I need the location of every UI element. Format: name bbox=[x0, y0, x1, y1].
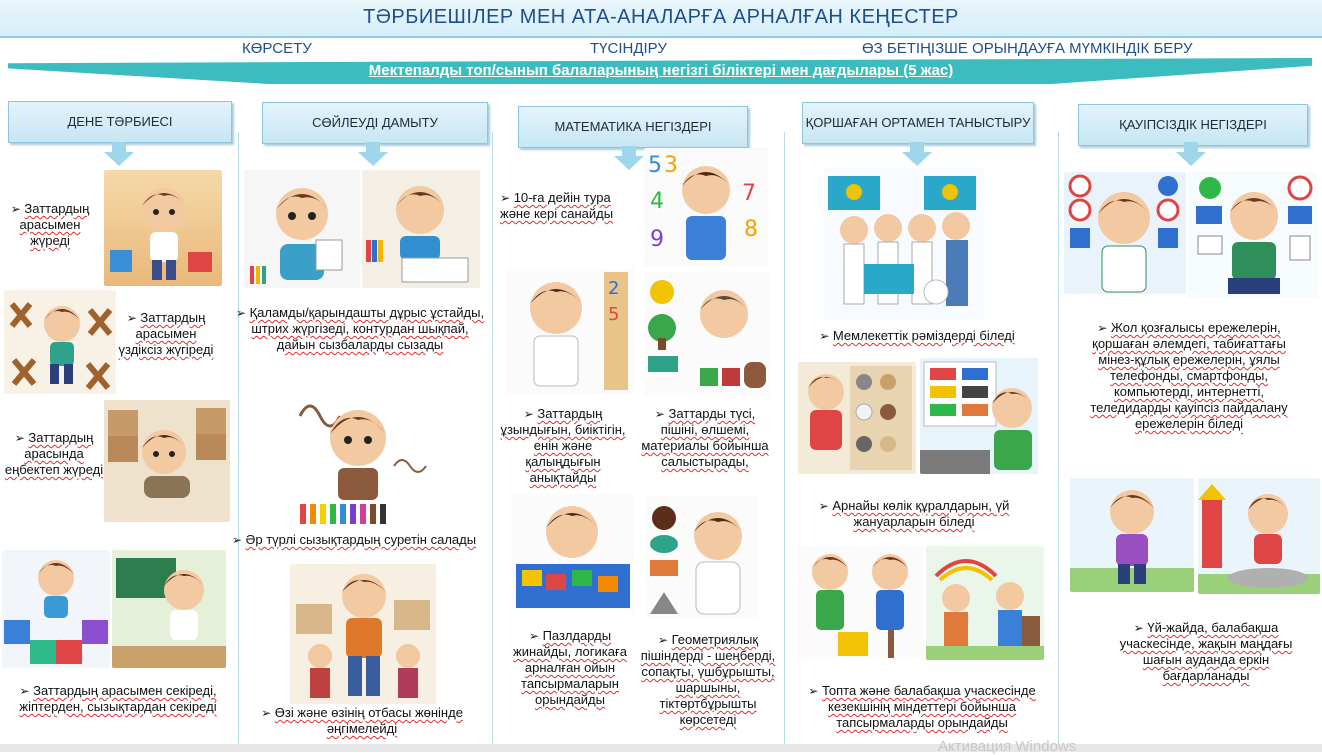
svg-text:7: 7 bbox=[742, 181, 756, 206]
bullet-icon: ➢ bbox=[657, 633, 668, 647]
down-arrow-icon bbox=[104, 142, 134, 166]
bullet-icon: ➢ bbox=[1097, 321, 1108, 335]
bullet-icon: ➢ bbox=[261, 706, 272, 720]
boy-holding-pencil-image bbox=[244, 170, 360, 288]
down-arrow-icon bbox=[902, 142, 932, 166]
skill-text: Заттардың ұзындығын, биіктігін, енін және қалыңдығын анықтайды bbox=[500, 406, 626, 485]
down-arrow-icon bbox=[358, 142, 388, 166]
bullet-icon: ➢ bbox=[819, 329, 830, 343]
boy-vehicles-image bbox=[920, 358, 1038, 474]
svg-text:8: 8 bbox=[744, 217, 758, 242]
bullet-icon: ➢ bbox=[231, 533, 242, 547]
heading-math-basics: МАТЕМАТИКА НЕГІЗДЕРІ bbox=[518, 106, 748, 148]
bullet-icon: ➢ bbox=[818, 499, 829, 513]
heading-speech-development: СӨЙЛЕУДІ ДАМЫТУ bbox=[262, 102, 488, 144]
boy-neighborhood-image bbox=[1198, 478, 1320, 594]
boy-domestic-animals-image bbox=[798, 362, 916, 474]
svg-text:5: 5 bbox=[648, 153, 662, 178]
step-independent: ӨЗ БЕТІҢІЗШЕ ОРЫНДАУҒА МҮМКІНДІК БЕРУ bbox=[862, 40, 1193, 57]
bullet-icon: ➢ bbox=[126, 311, 137, 325]
step-explain: ТҮСІНДІРУ bbox=[590, 40, 667, 57]
skill-text: Геометриялық пішіндерді - шеңберді, сопақты, үшбұрышты, шаршыны, тіктөртбұрышты көрсетеді bbox=[640, 632, 776, 727]
boy-gadgets-image bbox=[1188, 172, 1318, 298]
skill-text: Пазлдарды жинайды, логикаға арналған ойын тапсырмаларын орындайды bbox=[513, 628, 627, 707]
down-arrow-icon bbox=[1176, 142, 1206, 166]
skill-text: Заттардың арасымен жүреді bbox=[19, 201, 90, 248]
boy-numbers-image bbox=[644, 148, 768, 266]
column-divider bbox=[492, 132, 493, 744]
skill-text: Қаламды/қарындашты дұрыс ұстайды, штрих жүргізеді, контурдан шықпай, дайын сызбаларды сызады bbox=[249, 305, 485, 352]
boys-cleaning-image bbox=[798, 546, 924, 660]
skill-text: Мемлекеттік рәміздерді біледі bbox=[832, 328, 1015, 343]
down-arrow-icon bbox=[614, 146, 644, 170]
heading-physical-education: ДЕНЕ ТӘРБИЕСІ bbox=[8, 101, 232, 143]
boy-crawling-image bbox=[104, 400, 230, 522]
family-story-image bbox=[290, 564, 436, 704]
skill-text: Топта және балабақша учаскесінде кезекшінің міндеттері бойынша тапсырмаларды орындайды bbox=[821, 683, 1036, 730]
boy-road-signs-image bbox=[1064, 172, 1186, 294]
skill-text: Өзі және өзінің отбасы жөнінде әңгімелейді bbox=[274, 705, 463, 736]
boy-running-image bbox=[4, 290, 116, 394]
skill-text: Заттардың арасымен секіреді, жіптерден, сызықтардан секіреді bbox=[19, 683, 217, 714]
skill-text: Арнайы көлік құралдарын, үй жануарларын біледі bbox=[832, 498, 1010, 529]
boy-drawing-image bbox=[362, 170, 480, 288]
column-divider bbox=[1058, 132, 1059, 744]
boy-jumping-image bbox=[2, 550, 110, 668]
skill-text: 10-ға дейін тура және кері санайды bbox=[500, 190, 614, 221]
boy-drawing-lines-image bbox=[290, 386, 430, 526]
svg-text:4: 4 bbox=[650, 189, 664, 214]
column-divider bbox=[238, 132, 239, 744]
activation-watermark: Активация Windows bbox=[938, 738, 1077, 755]
subtitle-text: Мектепалды топ/сынып балаларының негізгі біліктері мен дағдылары (5 жас) bbox=[368, 62, 954, 79]
skill-text: Үй-жайда, балабақша учаскесінде, жақын маңдағы шағын ауданда еркін бағдарланады bbox=[1119, 620, 1293, 683]
skill-text: Әр түрлі сызықтардың суретін салады bbox=[245, 532, 477, 547]
bottom-strip bbox=[0, 744, 1322, 752]
boy-kindergarten-image bbox=[1070, 478, 1194, 592]
heading-safety-basics: ҚАУІПСІЗДІК НЕГІЗДЕРІ bbox=[1078, 104, 1308, 146]
svg-text:9: 9 bbox=[650, 227, 664, 252]
state-symbols-image bbox=[824, 168, 984, 320]
boy-walking-image bbox=[104, 170, 222, 286]
svg-text:5: 5 bbox=[608, 304, 620, 325]
bullet-icon: ➢ bbox=[19, 684, 30, 698]
bullet-icon: ➢ bbox=[14, 431, 25, 445]
skill-text: Жол қозғалысы ережелерін, қоршаған әлемдегі, табиғаттағы мінез-құлық ережелерін, ұялы телефонды, смартфонды, компьютерді, интернетті, теледидарды қауіпсіз пайдалану ережелерін біледі bbox=[1090, 320, 1288, 431]
skill-text: Заттардың арасында еңбектеп жүреді bbox=[4, 430, 104, 477]
bullet-icon: ➢ bbox=[654, 407, 665, 421]
column-divider bbox=[784, 132, 785, 744]
bullet-icon: ➢ bbox=[523, 407, 534, 421]
svg-text:3: 3 bbox=[664, 153, 678, 178]
skill-text: Заттардың арасымен үздіксіз жүгіреді bbox=[118, 310, 214, 357]
boy-measuring-image bbox=[506, 268, 634, 394]
bullet-icon: ➢ bbox=[10, 202, 21, 216]
boy-shapes-image bbox=[646, 496, 758, 618]
heading-environment: ҚОРШАҒАН ОРТАМЕН ТАНЫСТЫРУ bbox=[802, 102, 1034, 144]
bullet-icon: ➢ bbox=[528, 629, 539, 643]
svg-text:2: 2 bbox=[608, 278, 620, 299]
bullet-icon: ➢ bbox=[1133, 621, 1144, 635]
boy-classroom-image bbox=[112, 550, 226, 668]
skill-text: Заттарды түсі, пішіні, өлшемі, материалы бойынша салыстырады, bbox=[641, 406, 769, 469]
kids-playground-image bbox=[926, 546, 1044, 660]
boy-comparing-objects-image bbox=[644, 272, 770, 396]
page-title: ТӘРБИЕШІЛЕР МЕН АТА-АНАЛАРҒА АРНАЛҒАН КЕҢЕСТЕР bbox=[363, 6, 959, 28]
bullet-icon: ➢ bbox=[235, 306, 246, 320]
boy-puzzle-image bbox=[512, 494, 634, 612]
step-show: КӨРСЕТУ bbox=[242, 40, 312, 57]
bullet-icon: ➢ bbox=[500, 191, 511, 205]
bullet-icon: ➢ bbox=[808, 684, 819, 698]
